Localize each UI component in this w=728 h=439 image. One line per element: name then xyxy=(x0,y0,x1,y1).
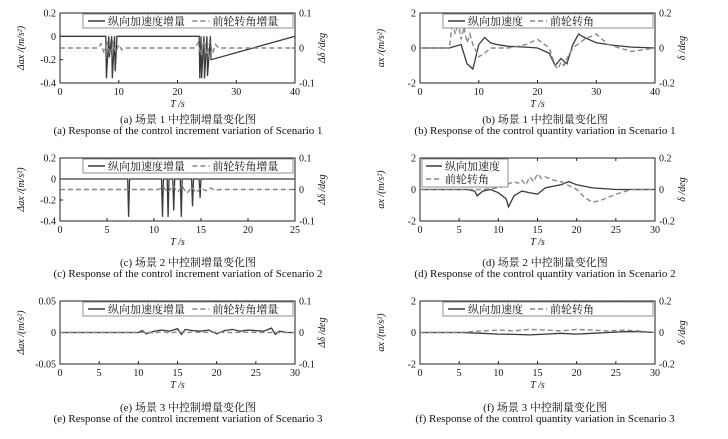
legend-label-accel: 纵向加速度增量 xyxy=(108,15,185,28)
legend xyxy=(83,14,293,28)
x-tick-label: 30 xyxy=(650,225,660,236)
y-left-tick-label: 2 xyxy=(411,8,416,20)
y-left-tick-label: 0.05 xyxy=(38,296,56,308)
y-left-axis-label: ax /(m/s²) xyxy=(376,313,387,352)
caption-zh-b: (b) 场景 1 中控制量变化图 xyxy=(482,114,608,126)
y-left-tick-label: 0 xyxy=(51,328,56,339)
x-tick-label: 25 xyxy=(290,225,300,236)
x-tick-label: 20 xyxy=(243,225,253,236)
chart-d xyxy=(376,154,688,249)
x-tick-label: 15 xyxy=(196,225,206,236)
y-left-axis-label: Δax /(m/s²) xyxy=(16,167,27,212)
x-tick-label: 25 xyxy=(610,368,621,379)
y-right-axis-label: δ /deg xyxy=(677,177,688,202)
chart-a xyxy=(16,9,328,111)
legend-label-steer: 前轮转角增量 xyxy=(212,15,279,28)
x-tick-label: 0 xyxy=(417,87,423,98)
x-tick-label: 20 xyxy=(532,87,543,98)
x-tick-label: 10 xyxy=(149,225,159,236)
y-left-tick-label: 0.2 xyxy=(43,153,56,165)
series-line-steer xyxy=(60,332,295,334)
legend-label-accel: 纵向加速度 xyxy=(468,15,523,28)
x-tick-label: 10 xyxy=(493,225,504,236)
y-right-tick-label: -0.2 xyxy=(659,216,675,228)
y-left-tick-label: -0.4 xyxy=(40,78,56,90)
y-right-axis-label: Δδ /deg xyxy=(317,32,328,64)
y-left-axis-label: ax /(m/s²) xyxy=(376,28,387,68)
y-left-tick-label: 0 xyxy=(411,43,416,55)
y-right-tick-label: 0 xyxy=(659,43,664,55)
legend-label-steer: 前轮转角 xyxy=(445,173,489,186)
y-right-tick-label: -0.1 xyxy=(299,78,315,90)
x-tick-label: 0 xyxy=(57,225,63,236)
caption-en-a: (a) Response of the control increment variation of Scenario 1 xyxy=(53,125,323,137)
legend-label-steer: 前轮转角 xyxy=(550,15,594,28)
x-tick-label: 10 xyxy=(133,368,144,379)
series-line-steer xyxy=(60,40,295,55)
y-left-tick-label: 0 xyxy=(51,31,56,43)
y-left-axis-label: Δax /(m/s²) xyxy=(16,25,27,71)
legend-label-accel: 纵向加速度 xyxy=(468,303,523,316)
x-axis-label: T /s xyxy=(170,380,185,391)
legend xyxy=(83,302,293,316)
caption-en-d: (d) Response of the control quantity variation in Scenario 2 xyxy=(414,268,676,280)
caption-en-e: (e) Response of the control increment variation of Scenario 3 xyxy=(53,413,323,425)
chart-f xyxy=(376,297,688,392)
chart-c xyxy=(16,154,328,249)
legend-label-accel: 纵向加速度 xyxy=(445,160,500,173)
x-tick-label: 25 xyxy=(610,225,621,236)
caption-zh-c: (c) 场景 2 中控制增量变化图 xyxy=(120,257,256,269)
series-line-accel xyxy=(60,328,295,334)
legend-label-steer: 前轮转角 xyxy=(550,303,594,316)
x-tick-label: 5 xyxy=(96,368,102,379)
x-tick-label: 30 xyxy=(290,368,300,379)
y-left-tick-label: 0 xyxy=(51,174,56,186)
y-left-tick-label: -0.05 xyxy=(35,359,56,371)
x-tick-label: 20 xyxy=(571,368,582,379)
x-tick-label: 5 xyxy=(104,225,110,236)
x-tick-label: 5 xyxy=(456,368,462,379)
y-left-tick-label: -2 xyxy=(407,359,416,371)
x-tick-label: 0 xyxy=(417,225,423,236)
y-right-tick-label: 0.1 xyxy=(299,296,312,308)
x-tick-label: 20 xyxy=(571,225,582,236)
x-axis-label: T /s xyxy=(530,99,545,110)
x-tick-label: 20 xyxy=(211,368,222,379)
series-line-accel xyxy=(60,36,295,78)
caption-zh-d: (d) 场景 2 中控制量变化图 xyxy=(482,257,608,269)
x-tick-label: 10 xyxy=(113,87,124,98)
y-right-tick-label: 0 xyxy=(299,328,304,339)
x-tick-label: 15 xyxy=(532,225,543,236)
y-left-tick-label: -0.4 xyxy=(40,216,56,228)
x-tick-label: 0 xyxy=(57,368,63,379)
y-left-axis-label: ax /(m/s²) xyxy=(376,170,387,209)
y-left-tick-label: 0 xyxy=(411,328,416,339)
x-axis-label: T /s xyxy=(530,380,545,391)
y-right-tick-label: -0.2 xyxy=(659,78,675,90)
x-tick-label: 20 xyxy=(172,87,183,98)
y-right-axis-label: Δδ /deg xyxy=(317,317,328,348)
x-tick-label: 10 xyxy=(473,87,484,98)
x-tick-label: 10 xyxy=(493,368,504,379)
x-tick-label: 40 xyxy=(650,87,660,98)
y-left-tick-label: -0.2 xyxy=(40,195,56,207)
legend-label-steer: 前轮转角增量 xyxy=(212,303,279,316)
legend xyxy=(422,159,508,187)
x-tick-label: 0 xyxy=(57,87,63,98)
caption-zh-a: (a) 场景 1 中控制增量变化图 xyxy=(120,114,256,126)
y-right-tick-label: 0 xyxy=(299,185,304,196)
x-tick-label: 25 xyxy=(250,368,261,379)
caption-en-f: (f) Response of the control quantity variation in Scenario 3 xyxy=(415,413,675,425)
y-left-tick-label: 2 xyxy=(411,153,416,165)
y-right-tick-label: 0.2 xyxy=(659,153,672,165)
y-right-tick-label: 0.1 xyxy=(299,153,312,165)
series-line-steer xyxy=(60,186,295,194)
y-right-axis-label: δ /deg xyxy=(677,35,688,61)
caption-zh-f: (f) 场景 3 中控制量变化图 xyxy=(483,402,607,414)
y-right-tick-label: 0 xyxy=(659,328,664,339)
legend-label-steer: 前轮转角增量 xyxy=(212,160,279,173)
x-tick-label: 30 xyxy=(650,368,660,379)
y-right-tick-label: 0 xyxy=(299,43,304,55)
legend xyxy=(443,14,653,28)
y-right-tick-label: -0.1 xyxy=(299,216,315,228)
x-axis-label: T /s xyxy=(170,99,185,110)
y-right-tick-label: 0 xyxy=(659,185,664,196)
x-tick-label: 0 xyxy=(417,368,423,379)
caption-zh-e: (e) 场景 3 中控制增量变化图 xyxy=(120,402,256,414)
x-tick-label: 40 xyxy=(290,87,300,98)
y-left-axis-label: Δax /(m/s²) xyxy=(16,310,27,355)
y-left-tick-label: 0.2 xyxy=(43,8,56,20)
y-left-tick-label: 2 xyxy=(411,296,416,308)
x-axis-label: T /s xyxy=(170,237,185,248)
y-left-tick-label: -2 xyxy=(407,216,416,228)
y-right-tick-label: 0.1 xyxy=(299,8,312,20)
y-right-tick-label: 0.2 xyxy=(659,8,672,20)
caption-en-c: (c) Response of the control increment variation of Scenario 2 xyxy=(53,268,323,280)
series-line-accel xyxy=(60,179,295,217)
y-left-tick-label: 0 xyxy=(411,185,416,196)
y-right-tick-label: -0.1 xyxy=(299,359,315,371)
y-left-tick-label: -2 xyxy=(407,78,416,90)
legend-label-accel: 纵向加速度增量 xyxy=(108,303,185,316)
y-right-axis-label: Δδ /deg xyxy=(317,174,328,205)
x-tick-label: 30 xyxy=(231,87,242,98)
x-tick-label: 15 xyxy=(532,368,543,379)
legend xyxy=(83,159,293,173)
y-right-axis-label: δ /deg xyxy=(677,320,688,345)
y-right-tick-label: 0.2 xyxy=(659,296,672,308)
y-right-tick-label: -0.2 xyxy=(659,359,675,371)
x-tick-label: 5 xyxy=(456,225,462,236)
legend xyxy=(443,302,653,316)
chart-e xyxy=(16,297,328,392)
x-tick-label: 15 xyxy=(172,368,183,379)
chart-b xyxy=(376,9,688,111)
caption-en-b: (b) Response of the control quantity variation in Scenario 1 xyxy=(414,125,676,137)
y-left-tick-label: -0.2 xyxy=(40,55,56,67)
x-tick-label: 30 xyxy=(591,87,602,98)
legend-label-accel: 纵向加速度增量 xyxy=(108,160,185,173)
x-axis-label: T /s xyxy=(530,237,545,248)
